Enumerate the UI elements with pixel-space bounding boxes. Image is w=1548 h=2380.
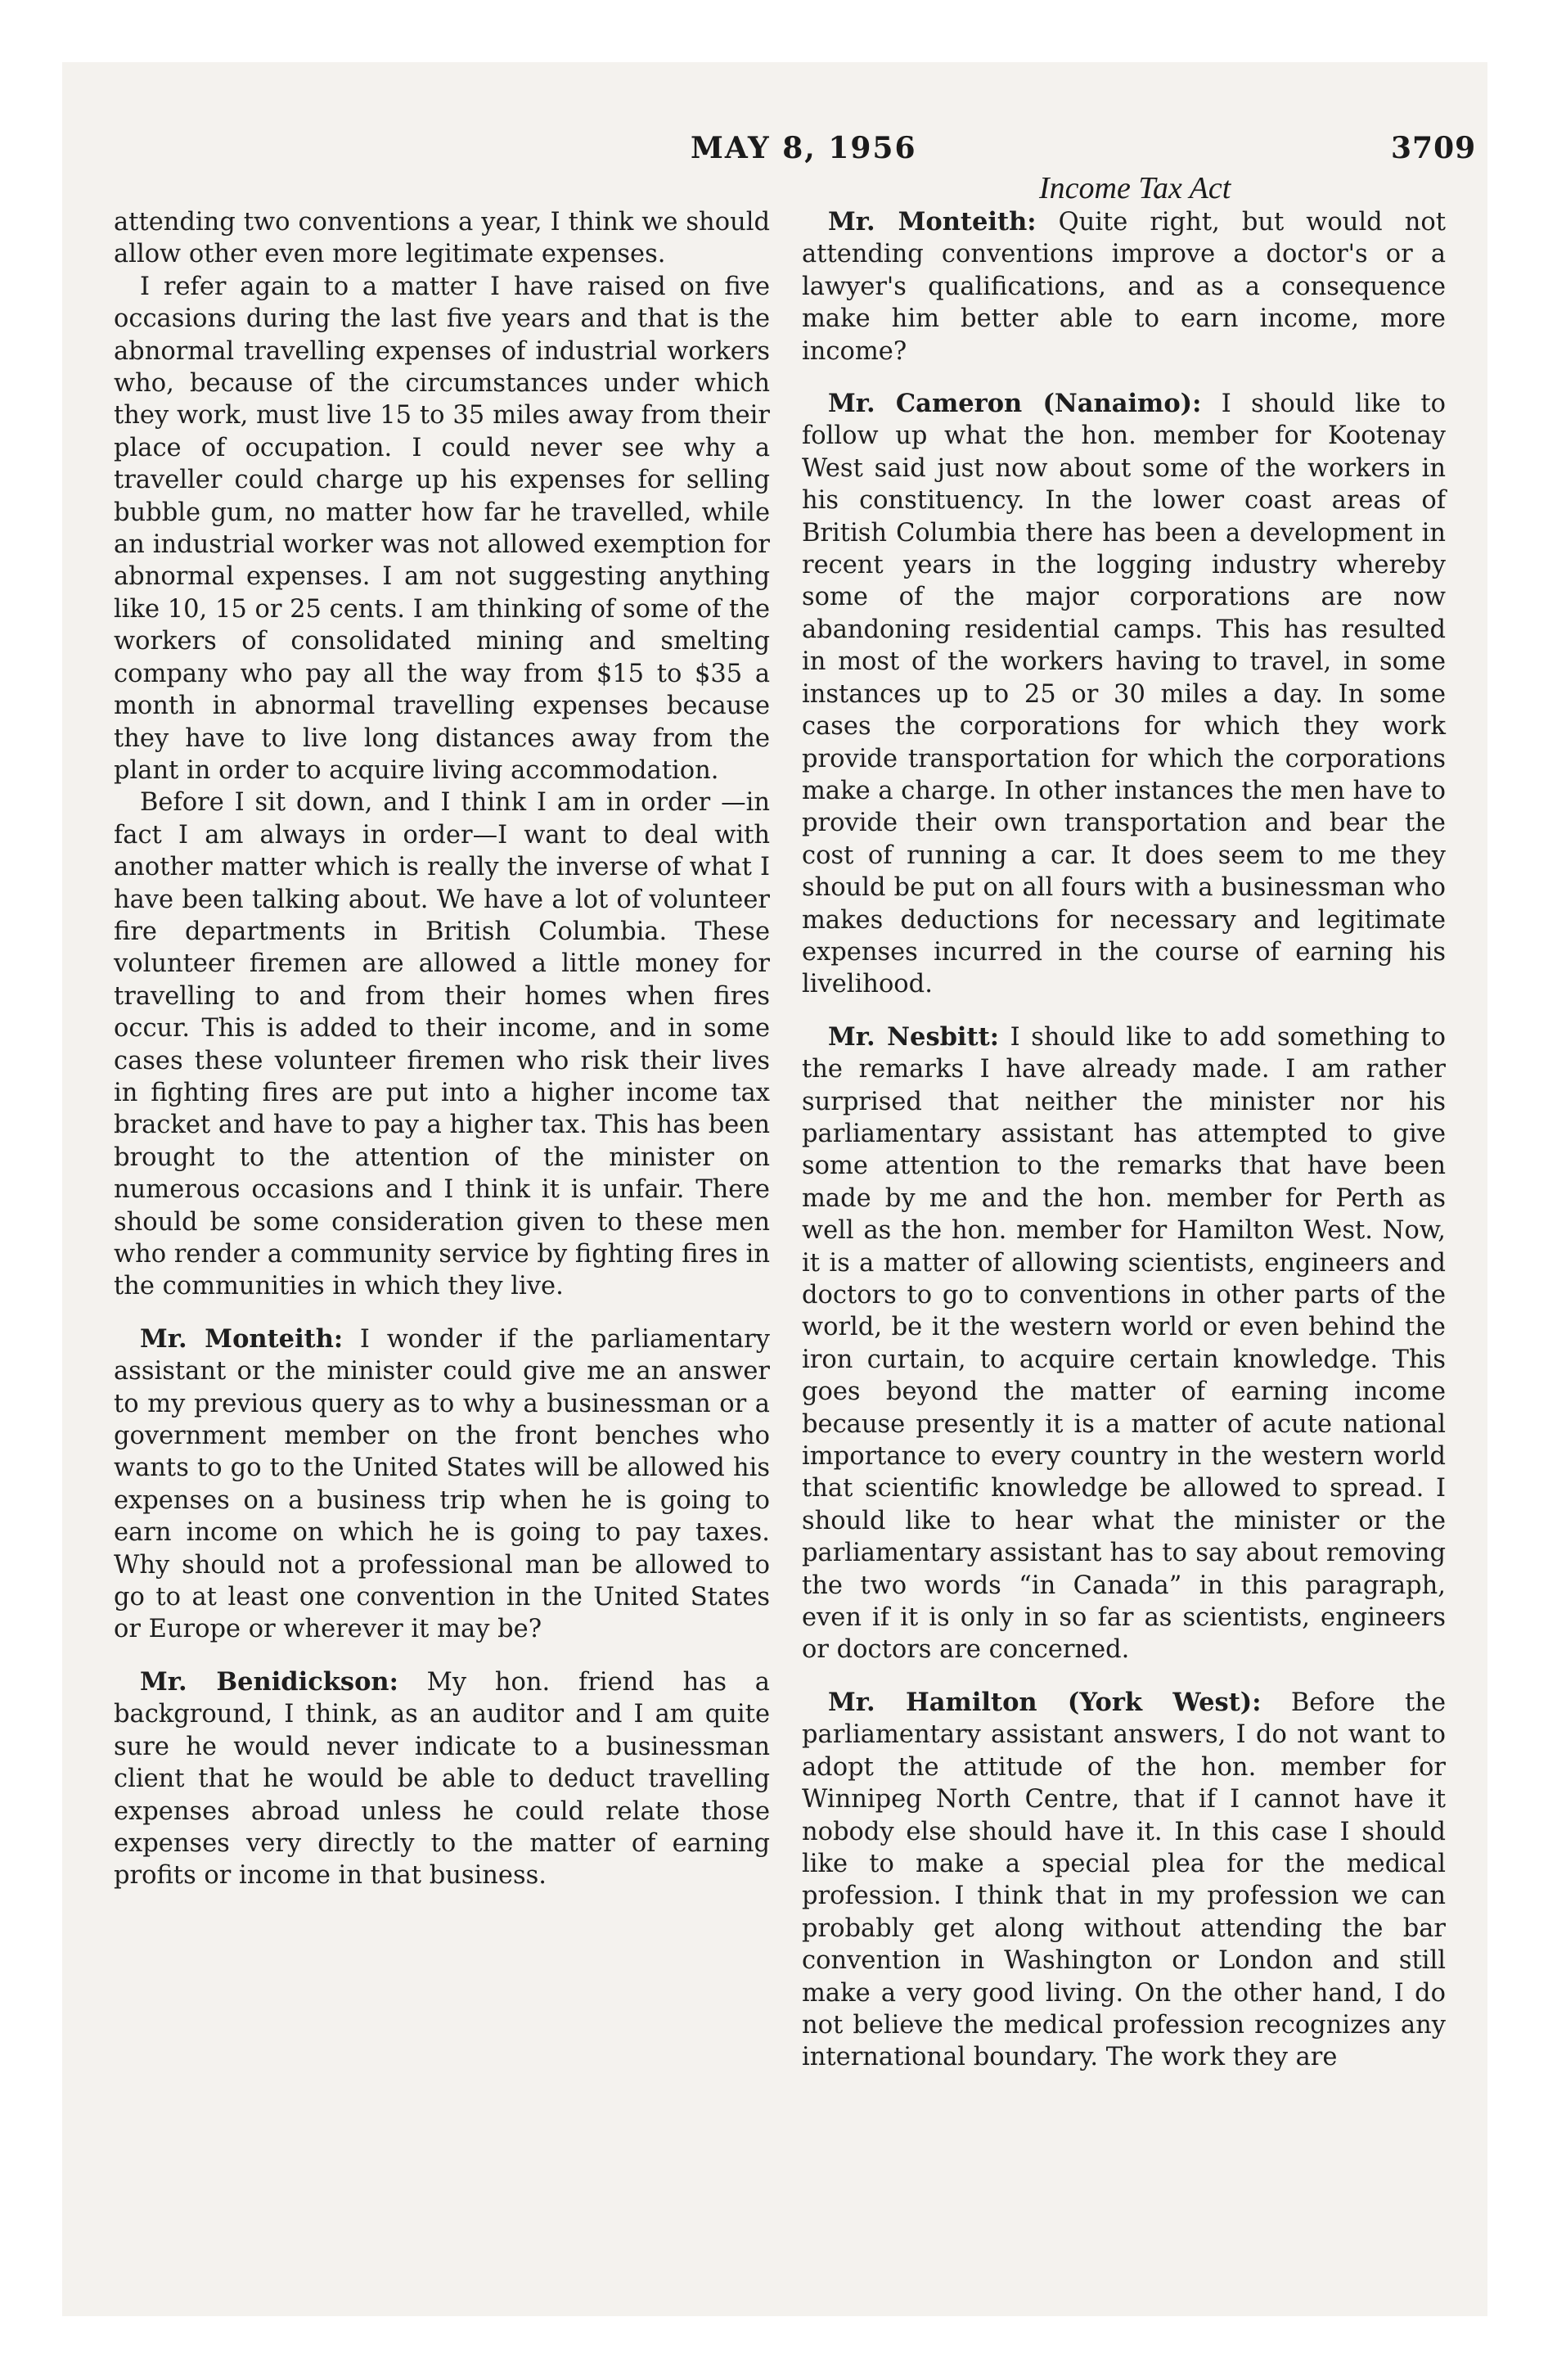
speech-cameron: [802, 388, 1446, 1001]
speaker-name: Mr. Cameron (Nanaimo):: [828, 389, 1202, 419]
speech-text: I wonder if the parliamentary assistant or the minister could give me an answer to my previous query as to why a businessman or a government member on the front benches who wants to go to the United States will be allowed his expenses on a business trip when he is going to earn income on which he is going to pay taxes. Why should not a professional man be allowed to go to at least one convention in the United States or Europe or wherever it may be?: [114, 1324, 770, 1644]
speech-text: I should like to follow up what the hon. member for Kootenay West said just now about some of the workers in his constituency. In the lower coast areas of British Columbia there has been a development in recent years in the logging industry whereby some of the major corporations are now abandoning residential camps. This has resulted in most of the workers having to travel, in some instances up to 25 or 30 miles a day. In some cases the corporations for which they work provide transportation for which the corporations make a charge. In other instances the men have to provide their own transportation and bear the cost of running a car. It does seem to me they should be put on all fours with a businessman who makes deductions for necessary and legitimate expenses incurred in the course of earning his livelihood.: [802, 390, 1447, 999]
right-column: [802, 206, 1446, 2074]
speech-text: I should like to add something to the remarks I have already made. I am rather surprised that neither the minister nor his parliamentary assistant has attempted to give some attention to the remarks that have been made by me and the hon. member for Perth as well as the hon. member for Hamilton West. Now, it is a matter of allowing scientists, engineers and doctors to go to conventions in other parts of the world, be it the western world or even behind the iron curtain, to acquire certain knowledge. This goes beyond the matter of earning income because presently it is a matter of acute national importance to every country in the western world that scientific knowledge be allowed to spread. I should like to hear what the minister or the parliamentary assistant has to say about removing the two words “in Canada” in this paragraph, even if it is only in so far as scientists, engineers or doctors are concerned.: [802, 1022, 1447, 1665]
speech-monteith: [114, 1323, 770, 1646]
speech-hamilton: [802, 1687, 1446, 2074]
speaker-name: Mr. Monteith:: [828, 207, 1037, 237]
speaker-name: Mr. Monteith:: [140, 1323, 344, 1354]
speaker-name: Mr. Hamilton (York West):: [828, 1687, 1262, 1717]
speech-text: Before the parliamentary assistant answers, I do not want to adopt the attitude of the hon. member for Winnipeg North Centre, that if I cannot have it nobody else should have it. In this case I should like to make a special plea for the medical profession. I think that in my profession we can probably get along without attending the bar convention in Washington or London and still make a very good living. On the other hand, I do not believe the medical profession recognizes any international boundary. The work they are: [802, 1688, 1446, 2072]
paragraph: I refer again to a matter I have raised on five occasions during the last five years and that is the abnormal travelling expenses of industrial workers who, because of the circumstances under which they work, must live 15 to 35 miles away from their place of occupation. I could never see why a traveller could charge up his expenses for selling bubble gum, no matter how far he travelled, while an industrial worker was not allowed exemption for abnormal expenses. I am not suggesting anything like 10, 15 or 25 cents. I am thinking of some of the workers of consolidated mining and smelting company who pay all the way from $15 to $35 a month in abnormal travelling expenses because they have to live long distances away from the plant in order to acquire living accommodation.: [114, 272, 770, 785]
speech-monteith: [802, 206, 1446, 367]
left-column: [114, 206, 770, 1892]
header-date: MAY 8, 1956: [691, 131, 917, 165]
paragraph: attending two conventions a year, I think we should allow other even more legitimate expenses.: [114, 208, 770, 269]
speech-text: Quite right, but would not attending conventions improve a doctor's or a lawyer's qualifications, and as a consequence make him better able to earn income, more income?: [802, 208, 1446, 366]
speech-benidickson: [114, 1666, 770, 1892]
speech-nesbitt: [802, 1021, 1446, 1666]
paragraph: Before I sit down, and I think I am in order —in fact I am always in order—I want to deal with another matter which is really the inverse of what I have been talking about. We have a lot of volunteer fire departments in British Columbia. These volunteer firemen are allowed a little money for travelling to and from their homes when fires occur. This is added to their income, and in some cases these volunteer firemen who risk their lives in fighting fires are put into a higher income tax bracket and have to pay a higher tax. This has been brought to the attention of the minister on numerous occasions and I think it is unfair. There should be some consideration given to these men who render a community service by fighting fires in the communities in which they live.: [114, 788, 770, 1301]
speech-text: My hon. friend has a background, I think, as an auditor and I am quite sure he would never indicate to a businessman client that he would be able to deduct travelling expenses abroad unless he could relate those expenses very directly to the matter of earning profits or income in that business.: [114, 1667, 770, 1891]
speaker-name: Mr. Nesbitt:: [828, 1021, 999, 1052]
section-title: Income Tax Act: [1039, 171, 1231, 205]
page-number: 3709: [1391, 131, 1477, 165]
speaker-name: Mr. Benidickson:: [140, 1666, 398, 1697]
